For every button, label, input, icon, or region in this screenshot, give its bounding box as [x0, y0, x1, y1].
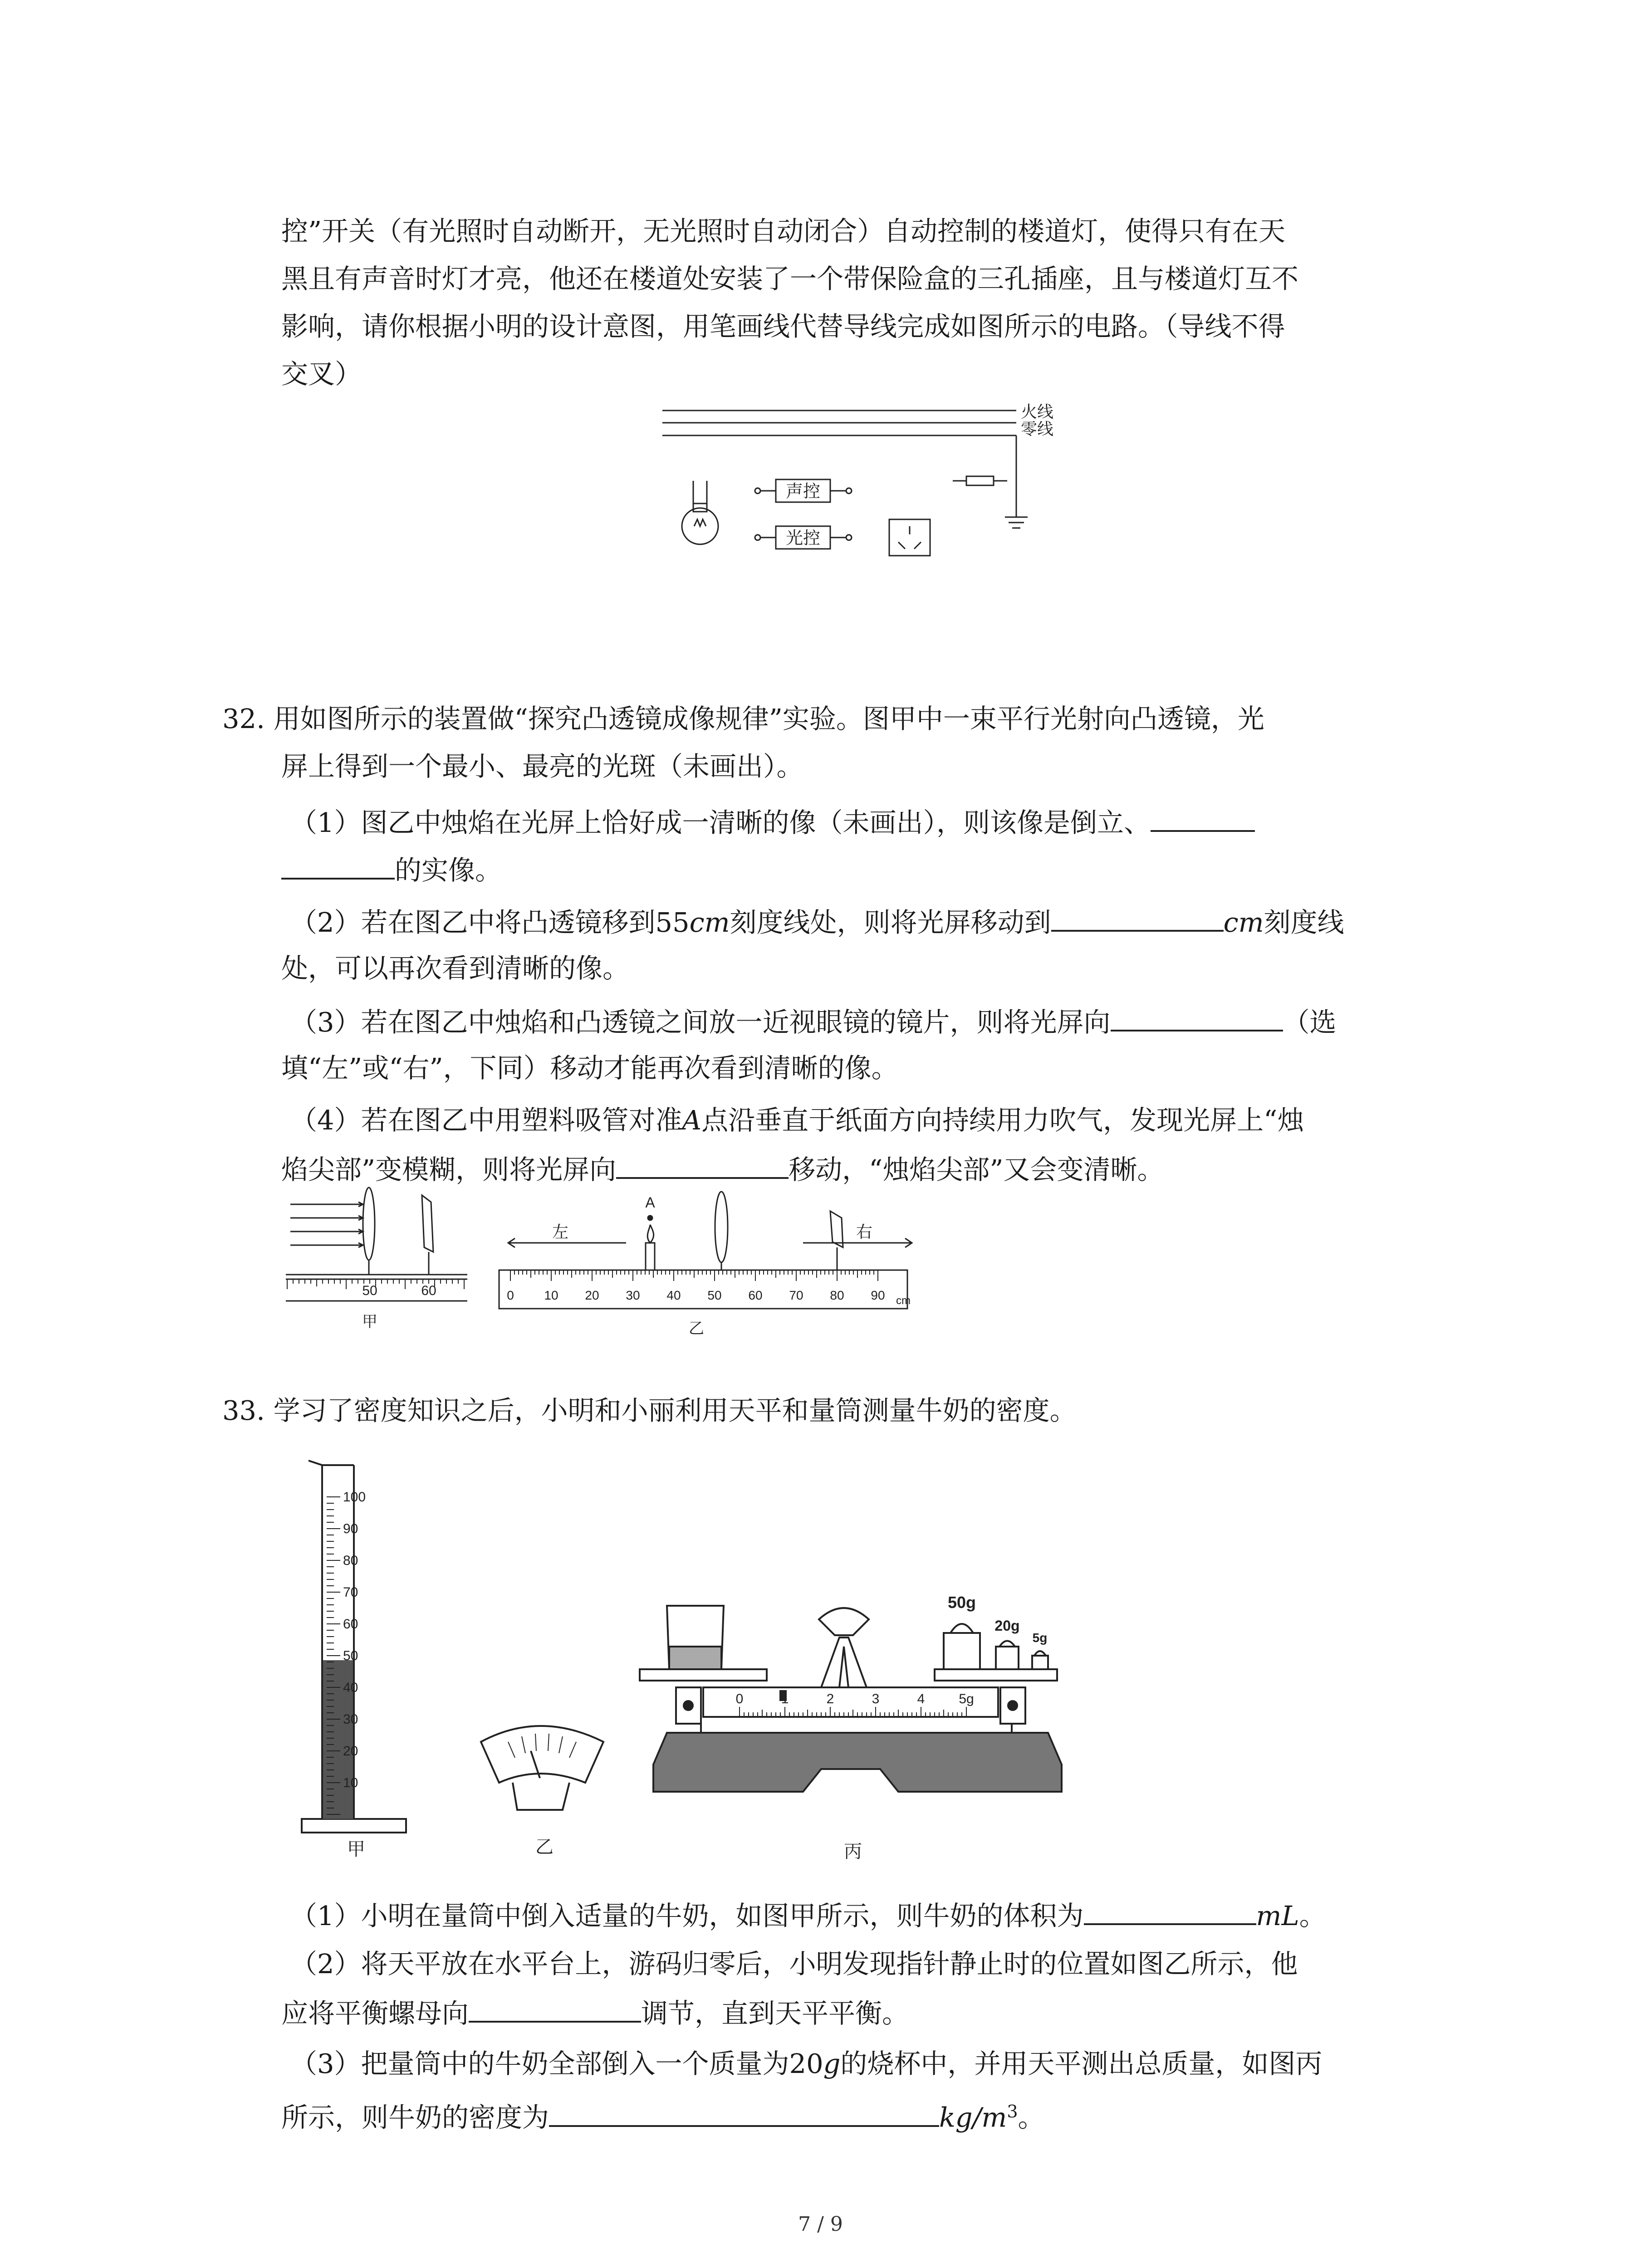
cylinder-tick-label: 10 [343, 1775, 358, 1790]
q32-p2-text: （2）若在图乙中将凸透镜移到55 [290, 907, 690, 938]
right-direction-label: 右 [856, 1222, 873, 1241]
point-a-label: A [645, 1194, 655, 1211]
q33-part-2: （2）将天平放在水平台上，游码归零后，小明发现指针静止时的位置如图乙所示，他 [290, 1948, 1298, 1980]
weight-5g-label: 5g [1032, 1631, 1048, 1645]
q31-line-4: 交叉） [281, 358, 362, 390]
weight-20g-label: 20g [994, 1618, 1020, 1634]
q32-answer-blank-1[interactable] [1151, 803, 1255, 832]
rider-tick-label: 4 [917, 1691, 925, 1706]
q32-answer-blank-3[interactable] [1051, 903, 1224, 932]
light-switch-label: 光控 [785, 529, 821, 548]
cylinder-tick-label: 100 [343, 1490, 366, 1505]
q32-part-3-cont: 填“左”或“右”，下同）移动才能再次看到清晰的像。 [281, 1052, 898, 1084]
q33-answer-blank-3[interactable] [549, 2098, 939, 2127]
q33-p3-unit-2: kg/m [939, 2102, 1007, 2133]
q32-p2-unit-2: cm [1223, 907, 1264, 938]
q32-p4-text-b: 点沿垂直于纸面方向持续用力吹气，发现光屏上“烛 [701, 1105, 1304, 1136]
q32-p2-text-b: 刻度线处，则将光屏移动到 [730, 907, 1051, 938]
q33-p2-text-b: 应将平衡螺母向 [281, 1998, 469, 2029]
q32-p4-text: （4）若在图乙中用塑料吸管对准 [290, 1105, 682, 1136]
bench-tick-label: 40 [666, 1288, 681, 1302]
q32-line-2: 屏上得到一个最小、最亮的光斑（未画出）。 [281, 751, 803, 782]
optical-bench-figure-yi [495, 1175, 930, 1343]
q33-answer-blank-1[interactable] [1084, 1896, 1256, 1925]
q33-p3-text-b: 的烧杯中，并用天平测出总质量，如图丙 [840, 2048, 1323, 2079]
bench-tick-label: 50 [707, 1288, 722, 1302]
tick-label-60: 60 [421, 1283, 436, 1298]
q33-line-1: 33. 学习了密度知识之后，小明和小丽利用天平和量筒测量牛奶的密度。 [222, 1395, 1077, 1426]
tick-label-50: 50 [362, 1283, 377, 1298]
q33-p1-text: （1）小明在量筒中倒入适量的牛奶，如图甲所示，则牛奶的体积为 [290, 1900, 1084, 1931]
rider-tick-label: 2 [826, 1691, 834, 1706]
q32-p3-text: （3）若在图乙中烛焰和凸透镜之间放一近视眼镜的镜片，则将光屏向 [290, 1007, 1111, 1038]
q32-p2-text-c: 刻度线 [1264, 907, 1344, 938]
q33-p3-tail: 。 [1018, 2102, 1045, 2133]
left-direction-label: 左 [552, 1222, 569, 1241]
cylinder-tick-label: 60 [343, 1617, 358, 1632]
cylinder-tick-label: 90 [343, 1521, 358, 1536]
cylinder-tick-label: 50 [343, 1648, 358, 1663]
lens-figure-jia [277, 1184, 476, 1334]
bench-tick-label: 20 [585, 1288, 599, 1302]
q32-part-2 [290, 903, 1344, 941]
q33-p1-unit: mL [1256, 1900, 1299, 1931]
live-wire-label: 火线 [1021, 402, 1054, 421]
sound-switch-label: 声控 [785, 482, 821, 501]
q33-p2-text-c: 调节，直到天平平衡。 [641, 1998, 909, 2029]
cylinder-tick-label: 80 [343, 1553, 358, 1568]
graduated-cylinder-figure [299, 1452, 445, 1860]
figure-label-yi-dial: 乙 [535, 1837, 554, 1857]
q32-answer-blank-4[interactable] [1111, 1002, 1283, 1031]
q32-line-1: 32. 用如图所示的装置做“探究凸透镜成像规律”实验。图甲中一束平行光射向凸透镜，光 [222, 703, 1264, 734]
q33-answer-blank-2[interactable] [469, 1994, 641, 2023]
q33-p3-text-c: 所示，则牛奶的密度为 [281, 2102, 549, 2133]
rider-tick-label: 5g [959, 1691, 974, 1706]
q33-p3-unit: g [823, 2048, 841, 2079]
q32-p2-unit: cm [689, 907, 730, 938]
q32-answer-blank-2[interactable] [281, 850, 395, 880]
q32-part-1-cont [281, 850, 502, 889]
rider-tick-label: 1 [781, 1691, 789, 1706]
q31-line-2: 黑且有声音时灯才亮，他还在楼道处安装了一个带保险盒的三孔插座，且与楼道灯互不 [281, 263, 1299, 294]
figure-label-jia: 甲 [362, 1313, 377, 1330]
q33-part-2-cont [281, 1994, 909, 2032]
cylinder-tick-label: 30 [343, 1712, 358, 1727]
bench-tick-label: 80 [830, 1288, 844, 1302]
q32-p4-point: A [682, 1105, 702, 1136]
q33-part-1 [290, 1896, 1326, 1934]
figure-label-jia-cylinder: 甲 [347, 1839, 365, 1859]
figure-label-bing: 丙 [844, 1842, 862, 1862]
q33-p3-unit-exponent: 3 [1007, 2102, 1018, 2121]
weight-50g-label: 50g [947, 1593, 976, 1612]
bench-tick-label: 70 [789, 1288, 803, 1302]
bench-tick-label: 60 [748, 1288, 763, 1302]
q32-part-3 [290, 1002, 1337, 1041]
cylinder-tick-label: 40 [343, 1680, 358, 1695]
rider-tick-label: 0 [735, 1691, 744, 1706]
balance-figure [626, 1579, 1089, 1869]
q32-p4-text-d: 移动，“烛焰尖部”又会变清晰。 [789, 1154, 1164, 1185]
bench-tick-label: 30 [626, 1288, 640, 1302]
cylinder-tick-label: 20 [343, 1744, 358, 1759]
q32-part-1 [290, 803, 1255, 841]
figure-label-yi: 乙 [689, 1320, 704, 1337]
q32-p4-text-c: 焰尖部”变模糊，则将光屏向 [281, 1154, 617, 1185]
q32-p1-text: （1）图乙中烛焰在光屏上恰好成一清晰的像（未画出），则该像是倒立、 [290, 807, 1151, 838]
cylinder-tick-label: 70 [343, 1585, 358, 1600]
bench-tick-label: 90 [871, 1288, 885, 1302]
q31-line-3: 影响，请你根据小明的设计意图，用笔画线代替导线完成如图所示的电路。（导线不得 [281, 311, 1285, 342]
bench-unit-label: cm [896, 1295, 911, 1307]
pointer-dial-figure [472, 1715, 617, 1860]
page-number: 7 / 9 [798, 2213, 843, 2236]
neutral-wire-label: 零线 [1021, 420, 1054, 438]
rider-tick-label: 3 [872, 1691, 880, 1706]
q32-p1-tail: 的实像。 [395, 855, 502, 886]
circuit-figure [653, 390, 1080, 572]
q33-part-3-cont [281, 2093, 1045, 2136]
q33-p3-text: （3）把量筒中的牛奶全部倒入一个质量为20 [290, 2048, 823, 2079]
q33-part-3 [290, 2046, 1322, 2082]
bench-tick-label: 10 [544, 1288, 558, 1302]
q32-part-2-cont: 处，可以再次看到清晰的像。 [281, 953, 630, 984]
q32-part-4 [290, 1102, 1304, 1139]
q31-line-1: 控”开关（有光照时自动断开，无光照时自动闭合）自动控制的楼道灯，使得只有在天 [281, 215, 1286, 247]
bench-tick-label: 0 [507, 1288, 514, 1302]
q33-p1-tail: 。 [1299, 1900, 1326, 1931]
q32-p3-text-b: （选 [1283, 1007, 1337, 1038]
